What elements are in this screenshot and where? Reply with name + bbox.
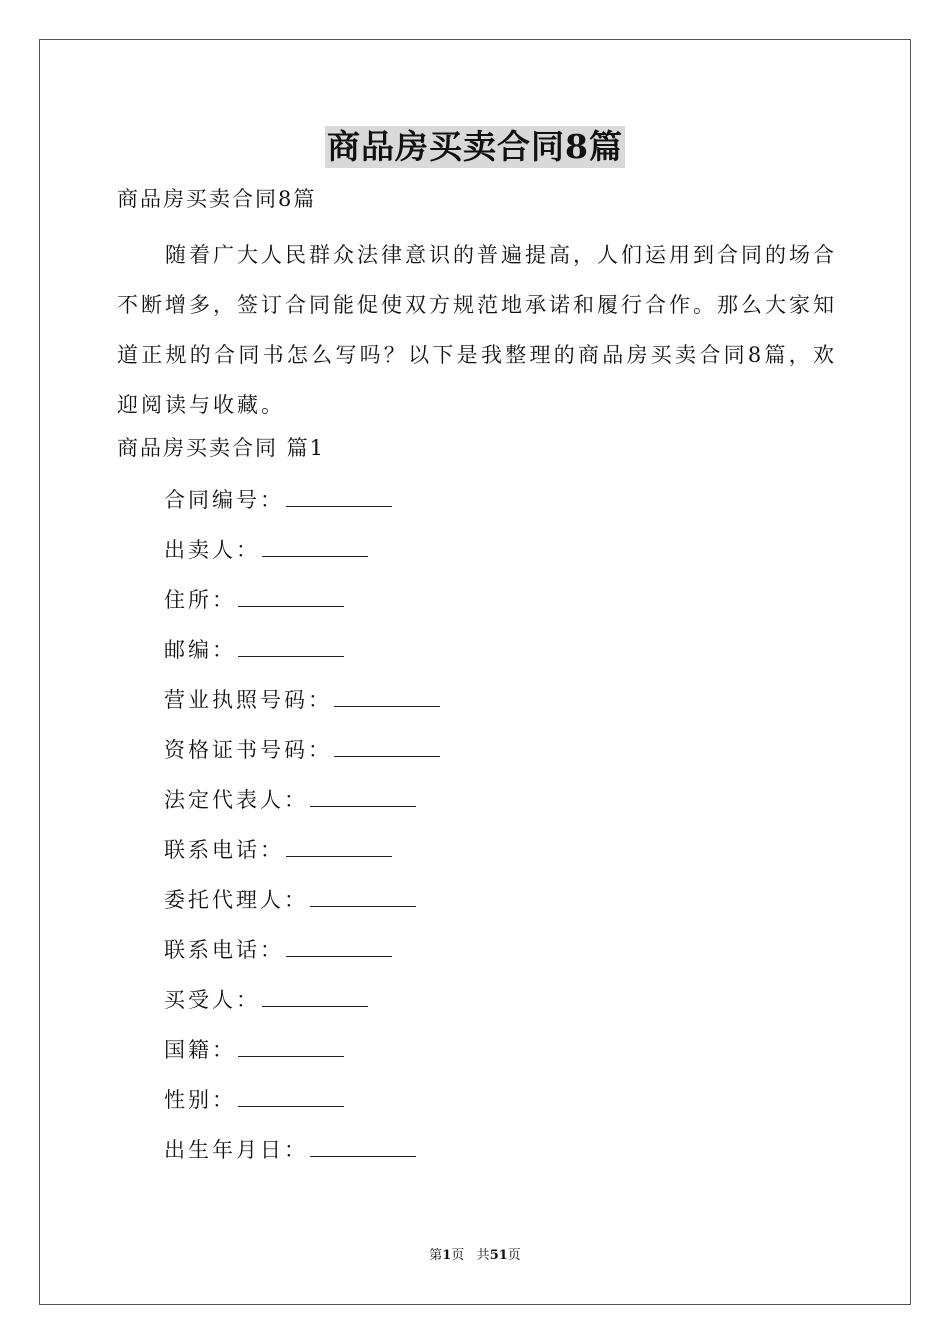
field-label: 委托代理人： xyxy=(164,888,308,912)
field-label: 营业执照号码： xyxy=(164,688,332,712)
intro-paragraph: 随着广大人民群众法律意识的普遍提高，人们运用到合同的场合不断增多，签订合同能促使双方规范地承诺和履行合作。那么大家知道正规的合同书怎么写吗？以下是我整理的商品房买卖合同8篇，欢迎阅读与收藏。 xyxy=(117,243,837,417)
page-footer xyxy=(0,1246,950,1266)
field-label: 出生年月日： xyxy=(164,1138,308,1162)
field-label: 性别： xyxy=(164,1088,236,1112)
field-label: 联系电话： xyxy=(164,838,284,862)
field-agent xyxy=(164,882,440,932)
field-label: 合同编号： xyxy=(164,488,284,512)
field-phone xyxy=(164,832,440,882)
fill-in-blank xyxy=(334,682,440,707)
field-label: 国籍： xyxy=(164,1038,236,1062)
field-label: 联系电话： xyxy=(164,938,284,962)
fill-in-blank xyxy=(286,482,392,507)
fill-in-blank xyxy=(286,832,392,857)
field-postcode xyxy=(164,632,440,682)
fill-in-blank xyxy=(238,582,344,607)
field-legal-representative xyxy=(164,782,440,832)
fill-in-blank xyxy=(262,532,368,557)
document-subtitle: 商品房买卖合同8篇 xyxy=(117,187,317,211)
document-title: 商品房买卖合同8篇 xyxy=(327,127,623,166)
section-heading: 商品房买卖合同 篇1 xyxy=(117,436,326,460)
field-label: 买受人： xyxy=(164,988,260,1012)
field-label: 出卖人： xyxy=(164,538,260,562)
field-contract-number xyxy=(164,482,440,532)
fill-in-blank xyxy=(262,982,368,1007)
fill-in-blank xyxy=(310,782,416,807)
field-gender xyxy=(164,1082,440,1132)
total-prefix: 共 xyxy=(476,1248,490,1263)
total-pages: 51 xyxy=(489,1248,508,1263)
page-suffix: 页 xyxy=(451,1248,465,1263)
page-number: 1 xyxy=(442,1248,452,1263)
page-prefix: 第 xyxy=(429,1248,443,1263)
fill-in-blank xyxy=(286,932,392,957)
field-seller xyxy=(164,532,440,582)
fill-in-blank xyxy=(238,1032,344,1057)
field-label: 资格证书号码： xyxy=(164,738,332,762)
fill-in-blank xyxy=(310,882,416,907)
fill-in-blank xyxy=(238,1082,344,1107)
field-label: 法定代表人： xyxy=(164,788,308,812)
fill-in-blank xyxy=(334,732,440,757)
contract-fields xyxy=(164,482,440,1182)
field-address xyxy=(164,582,440,632)
field-nationality xyxy=(164,1032,440,1082)
field-label: 邮编： xyxy=(164,638,236,662)
fill-in-blank xyxy=(310,1132,416,1157)
field-business-license xyxy=(164,682,440,732)
field-buyer xyxy=(164,982,440,1032)
field-phone-2 xyxy=(164,932,440,982)
field-qualification-cert xyxy=(164,732,440,782)
title-wrap xyxy=(0,126,950,168)
fill-in-blank xyxy=(238,632,344,657)
total-suffix: 页 xyxy=(507,1248,521,1263)
field-label: 住所： xyxy=(164,588,236,612)
field-birth-date xyxy=(164,1132,440,1182)
